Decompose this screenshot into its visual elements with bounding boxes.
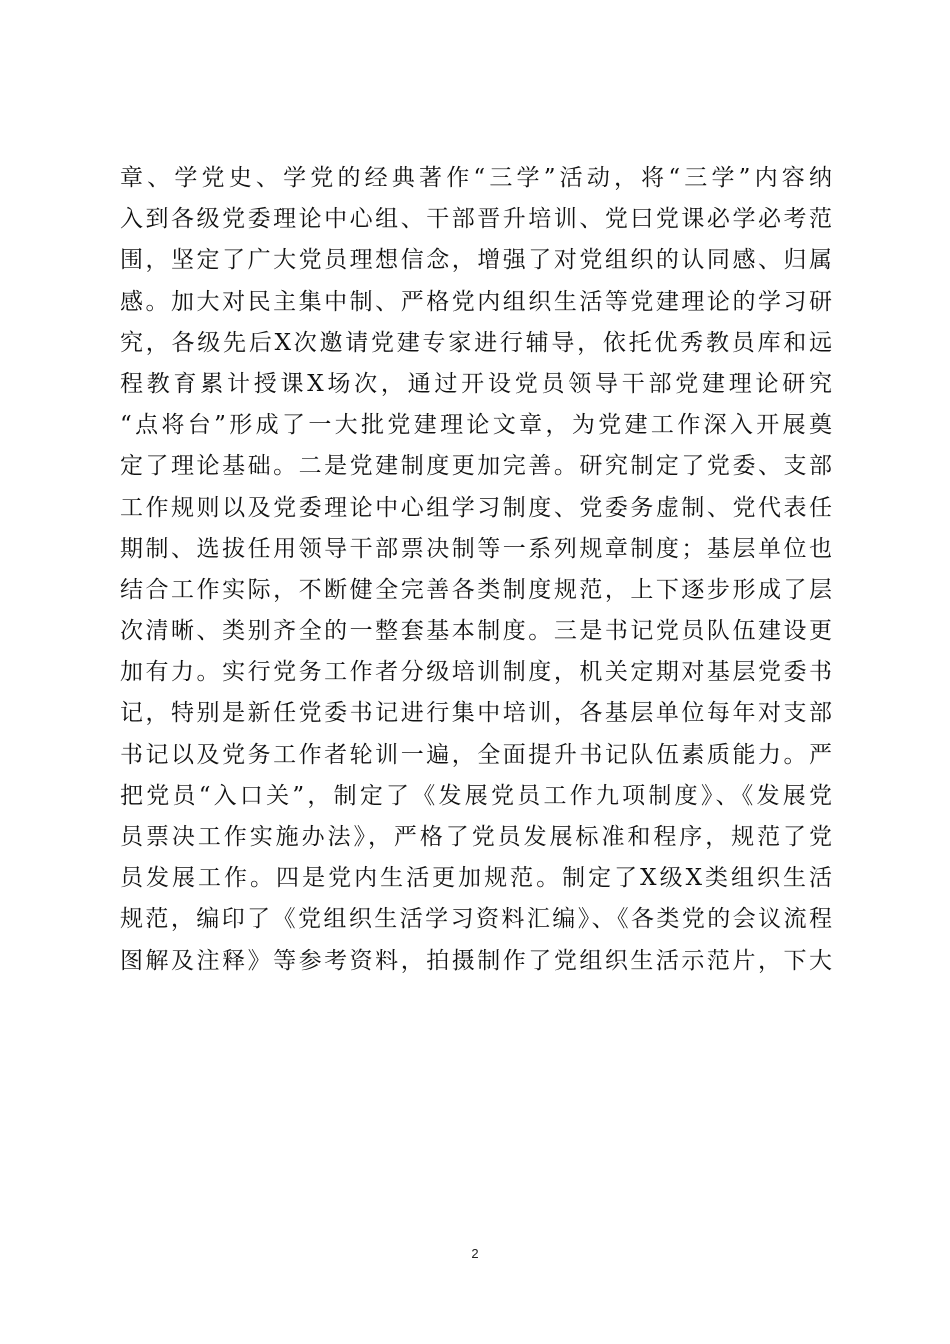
text-line-1: 章、学党史、学党的经典著作“三学”活动，将“三学”内容纳 bbox=[120, 165, 832, 191]
text-line-9: 工作规则以及党委理论中心组学习制度、党委务虚制、党代表任 bbox=[120, 494, 832, 521]
text-line-14: 记，特别是新任党委书记进行集中培训，各基层单位每年对支部 bbox=[120, 700, 832, 727]
text-line-3: 围，坚定了广大党员理想信念，增强了对党组织的认同感、归属 bbox=[120, 247, 832, 274]
text-line-7: “点将台”形成了一大批党建理论文章，为党建工作深入开展奠 bbox=[120, 412, 832, 439]
text-line-19: 规范，编印了《党组织生活学习资料汇编》、《各类党的会议流程 bbox=[120, 906, 832, 933]
text-line-10: 期制、选拔任用领导干部票决制等一系列规章制度；基层单位也 bbox=[120, 535, 832, 562]
text-line-18: 员发展工作。四是党内生活更加规范。制定了X级X类组织生活 bbox=[120, 865, 832, 892]
text-line-4: 感。加大对民主集中制、严格党内组织生活等党建理论的学习研 bbox=[120, 288, 832, 315]
text-line-6: 程教育累计授课X场次，通过开设党员领导干部党建理论研究 bbox=[120, 370, 832, 397]
text-line-17: 员票决工作实施办法》，严格了党员发展标准和程序，规范了党 bbox=[120, 824, 832, 850]
text-line-16: 把党员“入口关”，制定了《发展党员工作九项制度》、《发展党 bbox=[120, 782, 832, 809]
text-line-13: 加有力。实行党务工作者分级培训制度，机关定期对基层党委书 bbox=[120, 659, 832, 686]
text-line-2: 入到各级党委理论中心组、干部晋升培训、党曰党课必学必考范 bbox=[120, 206, 832, 233]
text-line-12: 次清晰、类别齐全的一整套基本制度。三是书记党员队伍建设更 bbox=[120, 618, 832, 645]
text-line-20: 图解及注释》等参考资料，拍摄制作了党组织生活示范片，下大 bbox=[120, 947, 832, 974]
text-line-5: 究，各级先后X次邀请党建专家进行辅导，依托优秀教员库和远 bbox=[120, 329, 832, 356]
text-line-11: 结合工作实际，不断健全完善各类制度规范，上下逐步形成了层 bbox=[120, 576, 832, 603]
body-paragraph bbox=[120, 158, 832, 982]
text-line-15: 书记以及党务工作者轮训一遍，全面提升书记队伍素质能力。严 bbox=[120, 741, 832, 768]
text-line-8: 定了理论基础。二是党建制度更加完善。研究制定了党委、支部 bbox=[120, 453, 832, 480]
page-number: 2 bbox=[471, 1246, 479, 1261]
